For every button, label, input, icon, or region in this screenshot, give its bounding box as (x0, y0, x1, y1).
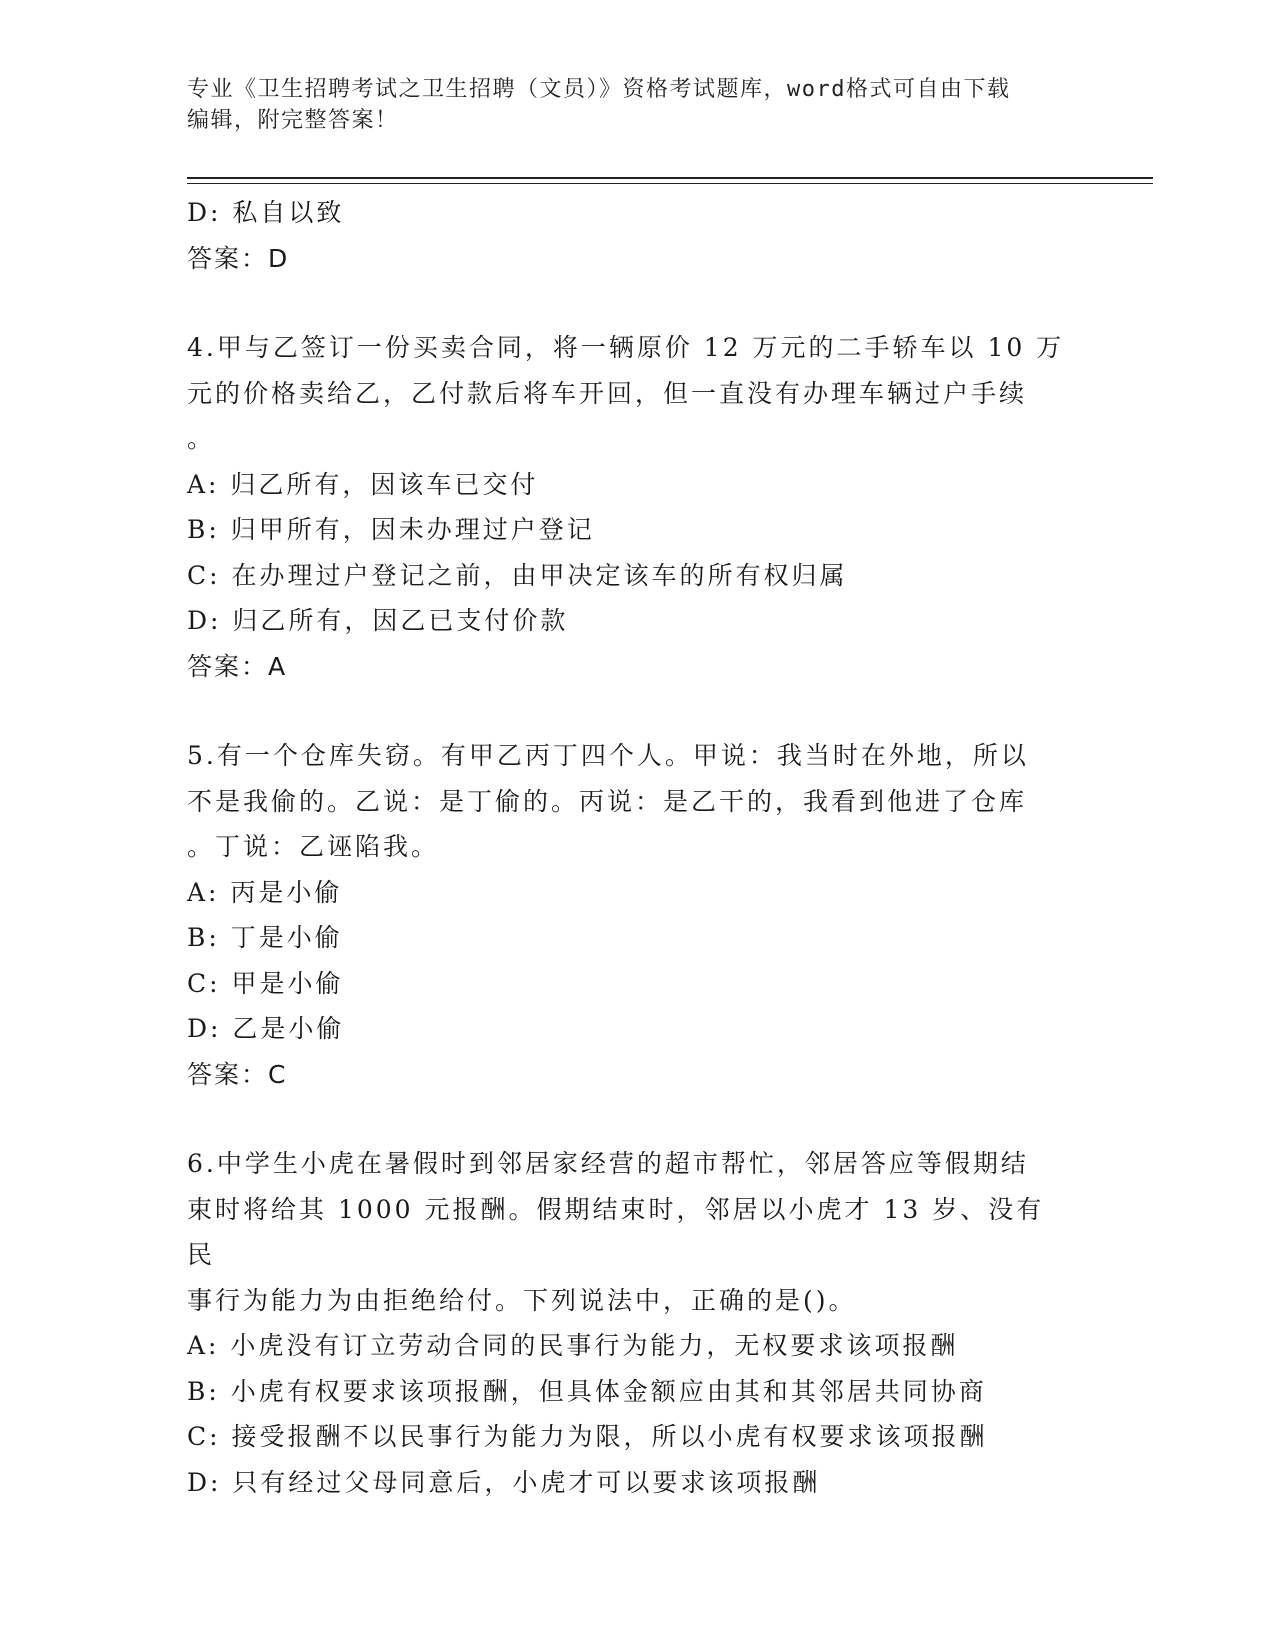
option-d: D: 归乙所有，因乙已支付价款 (187, 606, 569, 635)
question-stem-line: 束时将给其 1000 元报酬。假期结束时，邻居以小虎才 13 岁、没有民 (187, 1194, 1045, 1269)
option-a: A: 丙是小偷 (187, 877, 343, 907)
question-stem-line: 元的价格卖给乙，乙付款后将车开回，但一直没有办理车辆过户手续 (187, 378, 1028, 408)
question-5 (187, 733, 1067, 1097)
option-d: D: 只有经过父母同意后，小虎才可以要求该项报酬 (187, 1467, 821, 1497)
option-a: A: 小虎没有订立劳动合同的民事行为能力，无权要求该项报酬 (187, 1331, 959, 1360)
option-c: C: 甲是小偷 (187, 968, 344, 998)
question-stem-line: 6.中学生小虎在暑假时到邻居家经营的超市帮忙，邻居答应等假期结 (187, 1149, 1029, 1178)
page-header (187, 74, 1067, 136)
spacer (187, 1097, 1067, 1141)
prev-option-d: D: 私自以致 (187, 198, 345, 227)
question-6 (187, 1141, 1067, 1505)
question-stem-line: 。丁说：乙诬陷我。 (187, 832, 440, 861)
question-stem-line: 5.有一个仓库失窃。有甲乙丙丁四个人。甲说：我当时在外地，所以 (187, 741, 1029, 770)
question-stem-line: 事行为能力为由拒绝给付。下列说法中，正确的是()。 (187, 1285, 857, 1315)
option-c: C: 在办理过户登记之前，由甲决定该车的所有权归属 (187, 560, 848, 590)
answer: 答案：C (187, 1059, 288, 1089)
header-line-2: 编辑，附完整答案！ (187, 108, 399, 133)
option-b: B: 归甲所有，因未办理过户登记 (187, 515, 595, 544)
option-c: C: 接受报酬不以民事行为能力为限，所以小虎有权要求该项报酬 (187, 1422, 988, 1451)
question-stem-line: 。 (187, 424, 216, 453)
question-4 (187, 325, 1067, 689)
option-b: B: 小虎有权要求该项报酬，但具体金额应由其和其邻居共同协商 (187, 1376, 987, 1406)
spacer (187, 689, 1067, 733)
option-d: D: 乙是小偷 (187, 1014, 345, 1043)
prev-answer: 答案：D (187, 243, 290, 273)
question-list (187, 190, 1067, 1505)
option-a: A: 归乙所有，因该车已交付 (187, 469, 539, 499)
option-b: B: 丁是小偷 (187, 923, 343, 952)
question-stem-line: 4.甲与乙签订一份买卖合同，将一辆原价 12 万元的二手轿车以 10 万 (187, 333, 1065, 362)
header-line-1: 专业《卫生招聘考试之卫生招聘（文员）》资格考试题库，word格式可自由下载 (187, 77, 1011, 102)
question-stem-line: 不是我偷的。乙说：是丁偷的。丙说：是乙干的，我看到他进了仓库 (187, 786, 1028, 816)
header-divider-thick (187, 177, 1153, 179)
answer: 答案：A (187, 651, 288, 681)
spacer (187, 281, 1067, 325)
header-divider-thin (187, 183, 1153, 184)
